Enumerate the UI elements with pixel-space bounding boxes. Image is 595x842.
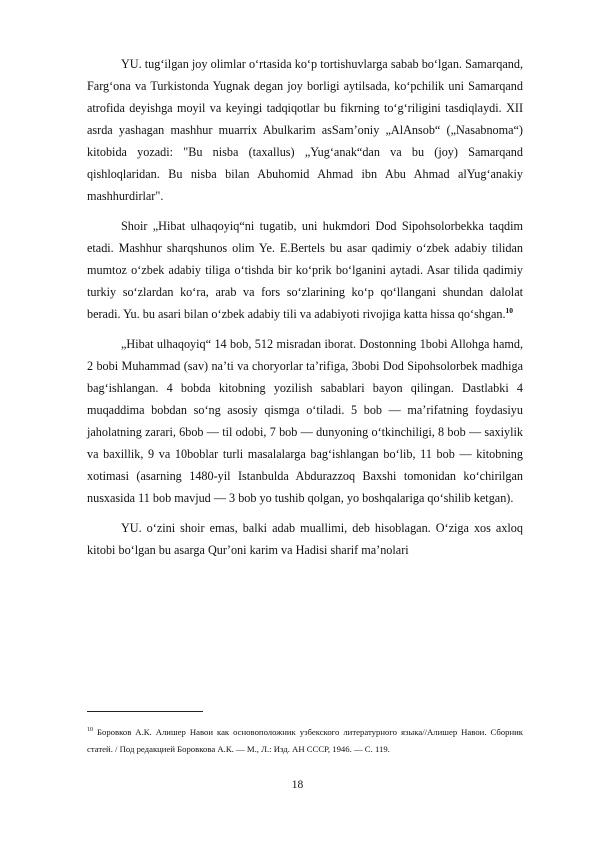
paragraph-structure bbox=[87, 333, 523, 509]
paragraph-text: „Hibat ulhaqoyiq“ 14 bob, 512 misradan iborat. Dostonning 1bobi Allohga hamd, 2 bobi Muhammad (sav) naʼti va choryorlar taʼrifiga, 3bobi Dod Sipohsolorbek madhiga bagʻishlangan. 4 bobda kitobning yozilish sabablari bayon qilingan. Dastlabki 4 muqaddima bobdan soʻng asosiy qismga oʻtiladi. 5 bob — maʼrifatning foydasiyu jaholatning zarari, 6bob — til odobi, 7 bob — dunyoning oʻtkinchiligi, 8 bob — saxiylik va baxillik, 9 va 10boblar turli masalalarga bagʻishlangan boʻlib, 11 bob — kitobning xotimasi (asarning 1480-yil Istanbulda Abdurazzoq Baxshi tomonidan koʻchirilgan nusxasida 11 bob mavjud — 3 bob yo tushib qolgan, yo boshqalariga qoʻshilib ketgan). bbox=[87, 337, 523, 505]
page-number: 18 bbox=[291, 779, 304, 791]
footnote-number: 10 bbox=[87, 727, 93, 734]
footnote-reference[interactable]: 10 bbox=[505, 305, 514, 315]
paragraph-text: YU. tugʻilgan joy olimlar oʻrtasida koʻp tortishuvlarga sabab boʻlgan. Samarqand, Fargʻona va Turkistonda Yugnak degan joy borligi aytilsada, koʻpchilik uni Samarqand atrofida deyishga moyil va keyingi tadqiqotlar bu fikrning toʻgʻriligini tasdiqlaydi. XII asrda yashagan mashhur muarrix Abulkarim asSamʼoniy „AlAnsob“ („Nasabnoma“) kitobida yozadi: "Bu nisba (taxallus) „Yugʻanak“dan va bu (joy) Samarqand qishloqlaridan. Bu nisba bilan Abuhomid Ahmad ibn Abu Ahmad alYugʻanakiy mashhurdirlar". bbox=[87, 57, 523, 203]
footnote bbox=[87, 724, 523, 758]
paragraph-dedication bbox=[87, 215, 523, 325]
footnote-text: Боровков А.К. Алишер Навои как основоположник узбекского литературного языка//Алишер Навои. Сборник статей. / Под редакцией Боровкова А.К. — М., Л.: Изд. АН СССР, 1946. — С. 119. bbox=[87, 727, 524, 754]
page-body bbox=[87, 53, 523, 569]
paragraph-birthplace bbox=[87, 53, 523, 207]
paragraph-text: YU. oʻzini shoir emas, balki adab muallimi, deb hisoblagan. Oʻziga xos axloq kitobi boʻlgan bu asarga Qurʼoni karim va Hadisi sharif maʼnolari bbox=[87, 521, 523, 557]
paragraph-ethics bbox=[87, 517, 523, 561]
footnote-divider bbox=[87, 711, 203, 712]
paragraph-text: Shoir „Hibat ulhaqoyiq“ni tugatib, uni hukmdori Dod Sipohsolorbekka taqdim etadi. Mashhur sharqshunos olim Ye. E.Bertels bu asar qadimiy oʻzbek adabiy tilidan mumtoz oʻzbek adabiy tiliga oʻtishda bir koʻprik boʻlganini aytadi. Asar tilida qadimiy turkiy soʻzlardan koʻra, arab va fors soʻzlarining koʻp qoʻllangani shundan dalolat beradi. Yu. bu asari bilan oʻzbek adabiy tili va adabiyoti rivojiga katta hissa qoʻshgan. bbox=[87, 219, 523, 321]
